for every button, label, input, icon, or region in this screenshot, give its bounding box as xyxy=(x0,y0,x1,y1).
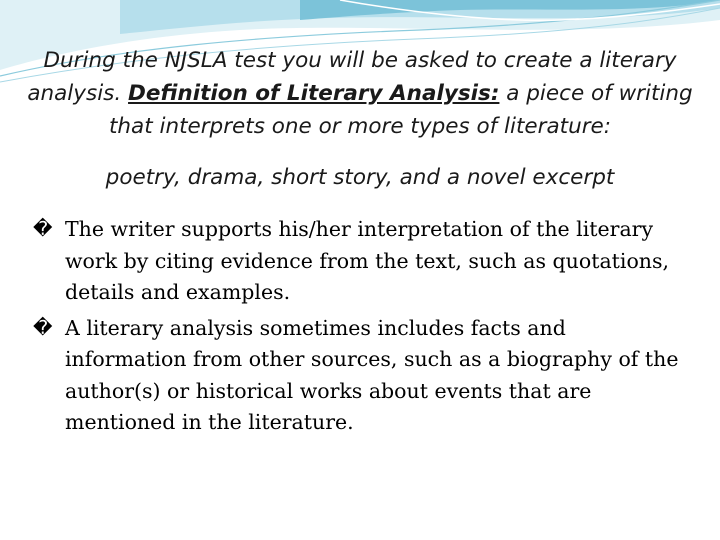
definition-term: Definition of Literary Analysis: xyxy=(128,81,500,106)
literature-types-subtitle: poetry, drama, short story, and a novel excerpt xyxy=(105,165,615,190)
bullet-marker-icon: � xyxy=(33,316,53,339)
list-item xyxy=(33,214,693,309)
bullet-text: A literary analysis sometimes includes facts and information from other sources, such as a biography of the author(s) or historical works about events that are mentioned in the literature. xyxy=(65,315,679,434)
bullet-marker-icon: � xyxy=(33,218,53,240)
page-title xyxy=(20,44,700,143)
title-intro: During the NJSLA test you will be asked to create a literary analysis. xyxy=(27,48,677,106)
bullet-text: The writer supports his/her interpretation of the literary work by citing evidence from the text, such as quotations, details and examples. xyxy=(65,217,670,304)
list-item xyxy=(33,313,693,439)
definition-text: a piece of writing that interprets one or more types of literature: xyxy=(108,81,693,139)
bullet-list xyxy=(33,214,693,443)
